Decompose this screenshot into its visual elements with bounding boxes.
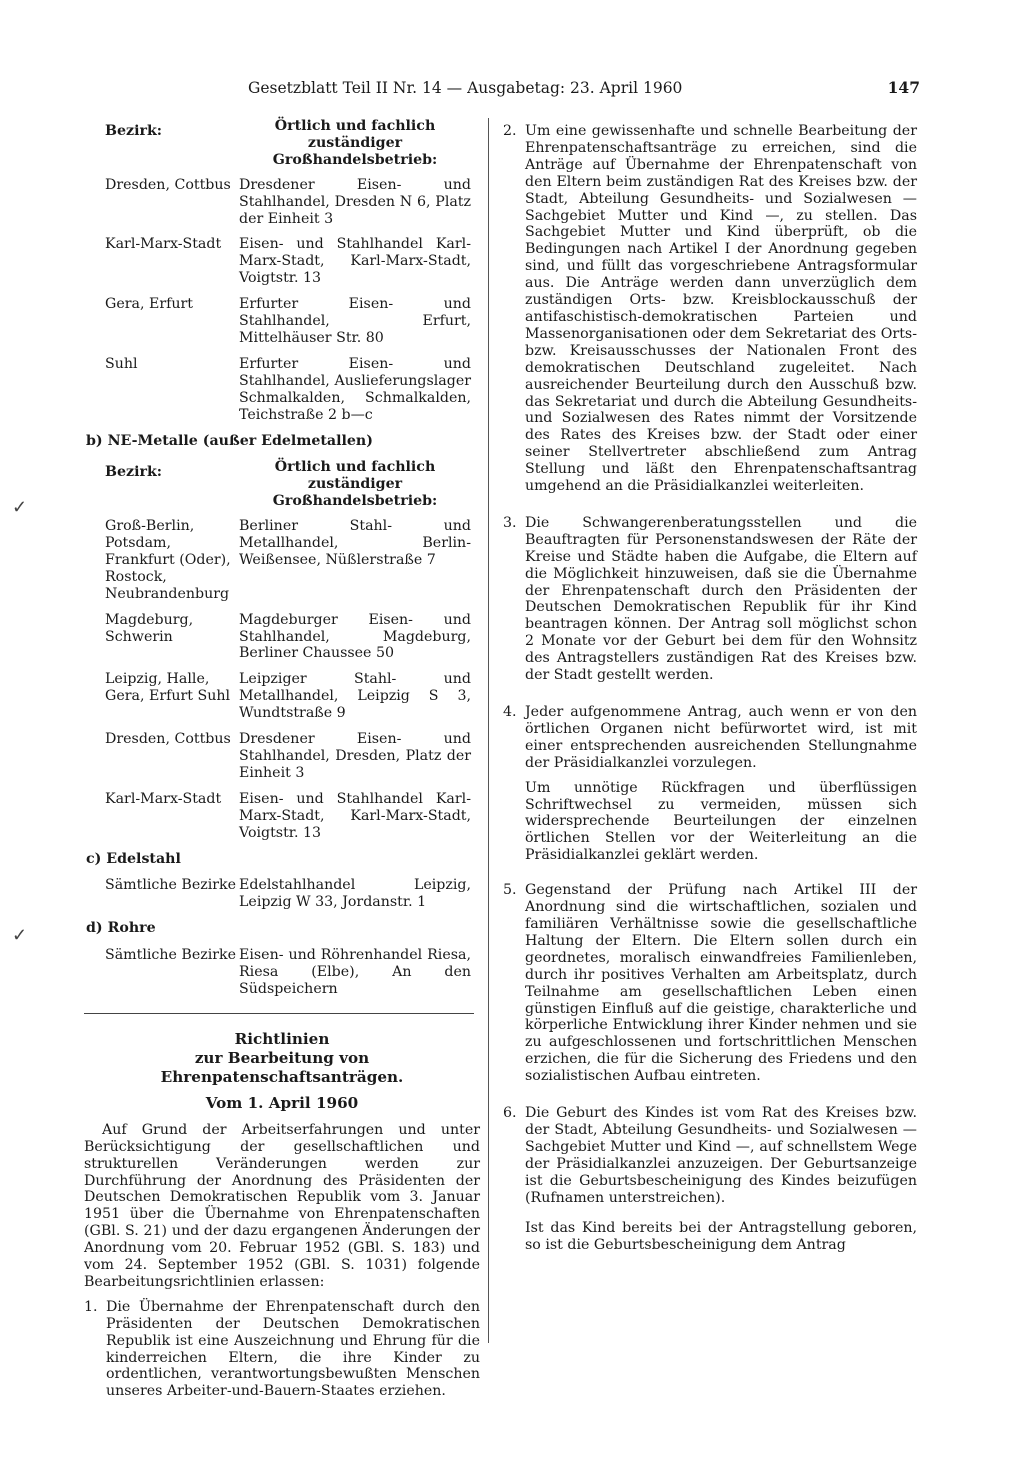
- margin-mark: ✓: [12, 497, 28, 518]
- table-header-bezirk: Bezirk:: [105, 464, 163, 481]
- item-text: Die Übernahme der Ehrenpatenschaft durch den Präsidenten der Deutschen Demokratischen Republik ist eine Auszeichnung und Ehrung für die kinderreichen Eltern, die ihre Kinder zu ordentlichen, verantwortungsbewußten Menschen unseres Arbeiter-und-Bauern-Staates erziehen.: [106, 1298, 480, 1400]
- betrieb-cell: Berliner Stahl- und Metallhandel, Berlin-Weißensee, Nüßlerstraße 7: [239, 518, 471, 568]
- item-number: 2.: [503, 123, 517, 139]
- margin-mark: ✓: [12, 925, 28, 946]
- section-heading-rohre: d) Rohre: [86, 920, 156, 937]
- list-item: [503, 1105, 917, 1206]
- bezirk-cell: Karl-Marx-Stadt: [105, 790, 222, 807]
- table-row: [84, 947, 480, 998]
- item-text: Die Geburt des Kindes ist vom Rat des Kreises bzw. der Stadt, Abteilung Gesundheits- und Sozialwesen — Sachgebiet Mutter und Kind —, auf schnellstem Wege der Präsidialkanzlei anzuzeigen. Der Geburtsanzeige ist die Geburtsbescheinigung des Kindes beizufügen (Rufnamen unterstreichen).: [525, 1105, 917, 1206]
- table-header-bezirk: Bezirk:: [105, 123, 163, 139]
- item-number: 1.: [84, 1298, 98, 1315]
- page-number: 147: [887, 78, 920, 97]
- betrieb-cell: Erfurter Eisen- und Stahlhandel, Erfurt, Mittelhäuser Str. 80: [239, 296, 471, 346]
- bezirk-cell: Leipzig, Halle, Gera, Erfurt Suhl: [105, 671, 231, 705]
- bezirk-cell: Sämtliche Bezirke: [105, 877, 237, 894]
- header-title: Gesetzblatt Teil II Nr. 14 — Ausgabetag: 23. April 1960: [248, 79, 683, 97]
- section-divider: [84, 1013, 474, 1014]
- richtlinien-subtitle: zur Bearbeitung von Ehrenpatenschaftsanträgen.: [160, 1048, 404, 1086]
- item-number: 3.: [503, 514, 517, 531]
- bezirk-cell: Suhl: [105, 355, 138, 372]
- item-number: 5.: [503, 882, 517, 899]
- section-heading-ne-metalle: b) NE-Metalle (außer Edelmetallen): [86, 432, 373, 449]
- left-column: [84, 118, 480, 1410]
- betrieb-cell: Dresdener Eisen- und Stahlhandel, Dresden N 6, Platz der Einheit 3: [239, 176, 471, 227]
- bezirk-cell: Sämtliche Bezirke: [105, 947, 237, 964]
- table-row: [84, 791, 480, 842]
- table-row: [84, 296, 480, 347]
- item-text: Jeder aufgenommene Antrag, auch wenn er von den örtlichen Organen nicht befürwortet wird, ist mit einer entsprechenden ausreichenden Stellungnahme der Präsidialkanzlei vorzulegen.: [525, 704, 917, 771]
- column-divider: [488, 118, 489, 1343]
- table-header-betrieb: Örtlich und fachlich zuständiger Großhandelsbetrieb:: [272, 118, 438, 168]
- richtlinien-intro: Auf Grund der Arbeitserfahrungen und unter Berücksichtigung der gesellschaftlichen und strukturellen Veränderungen werden zur Durchführung der Anordnung des Präsidenten der Deutschen Demokratischen Republik vom 3. Januar 1951 über die Übernahme von Ehrenpatenschaften (GBl. S. 21) und der dazu ergangenen Änderungen der Anordnung vom 20. Februar 1952 (GBl. S. 183) und vom 24. September 1952 (GBl. S. 1031) folgende Bearbeitungsrichtlinien erlassen:: [84, 1121, 480, 1290]
- list-item: [503, 882, 917, 1085]
- table-row: [84, 177, 480, 228]
- bezirk-cell: Dresden, Cottbus: [105, 731, 231, 748]
- betrieb-cell: Leipziger Stahl- und Metallhandel, Leipzig S 3, Wundtstraße 9: [239, 671, 471, 722]
- bezirk-cell: Karl-Marx-Stadt: [105, 236, 222, 253]
- section-heading-edelstahl: c) Edelstahl: [86, 850, 181, 867]
- list-item: [84, 1299, 480, 1400]
- item-paragraph: Ist das Kind bereits bei der Antragstellung geboren, so ist die Geburtsbescheinigung dem Antrag: [525, 1220, 917, 1254]
- betrieb-cell: Erfurter Eisen- und Stahlhandel, Auslieferungslager Schmalkalden, Schmalkalden, Teichstraße 2 b—c: [239, 355, 471, 423]
- table-row: [84, 731, 480, 782]
- table-row: [84, 518, 480, 603]
- table-header: [84, 118, 480, 169]
- richtlinien-date: Vom 1. April 1960: [205, 1093, 359, 1112]
- item-text: Um eine gewissenhafte und schnelle Bearbeitung der Ehrenpatenschaftsanträge zu erreichen, sind die Anträge auf Übernahme der Ehrenpatenschaft von den Eltern beim zuständigen Rat des Kreises bzw. der Stadt, Abteilung Gesundheits- und Sozialwesen — Sachgebiet Mutter und Kind —, zu stellen. Das Sachgebiet Mutter und Kind überprüft, ob die Bedingungen nach Artikel I der Anordnung gegeben sind, und füllt das vorgeschriebene Antragsformular aus. Die Anträge werden dann unverzüglich dem zuständigen Orts- bzw. Kreisblockausschuß der antifaschistisch-demokratischen Parteien und Massenorganisationen oder dem Sekretariat des Orts- bzw. Kreisausschusses der Nationalen Front des demokratischen Deutschland zugeleitet. Nach ausreichender Beurteilung durch den Ausschuß bzw. das Sekretariat und durch die Abteilung Gesundheits- und Sozialwesen des Rates nimmt der Vorsitzende des Rates des Kreises bzw. der Stadt oder einer seiner Stellvertreter abschließend zum Antrag Stellung und läßt den Ehrenpatenschaftsantrag umgehend an die Präsidialkanzlei weiterleiten.: [525, 123, 917, 495]
- item-paragraph: Um unnötige Rückfragen und überflüssigen Schriftwechsel zu vermeiden, müssen sich widersprechende Beurteilungen der einzelnen örtlichen Stellen vor der Weiterleitung an die Präsidialkanzlei geklärt werden.: [525, 779, 917, 864]
- list-item: [503, 704, 917, 772]
- item-number: 4.: [503, 704, 517, 720]
- table-header: [84, 459, 480, 510]
- list-item: [503, 515, 917, 684]
- bezirk-cell: Dresden, Cottbus: [105, 176, 231, 193]
- bezirk-cell: Magdeburg, Schwerin: [105, 611, 194, 645]
- table-row: [84, 356, 480, 424]
- betrieb-cell: Eisen- und Stahlhandel Karl-Marx-Stadt, Karl-Marx-Stadt, Voigtstr. 13: [239, 236, 471, 287]
- list-item: [503, 123, 917, 495]
- bezirk-cell: Groß-Berlin, Potsdam, Frankfurt (Oder), Rostock, Neubrandenburg: [105, 518, 231, 602]
- betrieb-cell: Eisen- und Stahlhandel Karl-Marx-Stadt, Karl-Marx-Stadt, Voigtstr. 13: [239, 790, 471, 841]
- table-header-betrieb: Örtlich und fachlich zuständiger Großhandelsbetrieb:: [272, 459, 438, 510]
- table-row: [84, 877, 480, 911]
- item-text: Die Schwangerenberatungsstellen und die Beauftragten für Personenstandswesen der Räte der Kreise und Städte haben die Aufgabe, die Eltern auf die Möglichkeit hinzuweisen, daß sie die Übernahme der Ehrenpatenschaft durch den Präsidenten der Deutschen Demokratischen Republik für ihr Kind beantragen können. Der Antrag soll möglichst schon 2 Monate vor der Geburt bei dem für den Wohnsitz des Antragstellers zuständigen Rat des Kreises bzw. der Stadt gestellt werden.: [525, 514, 917, 684]
- table-row: [84, 671, 480, 722]
- betrieb-cell: Edelstahlhandel Leipzig, Leipzig W 33, Jordanstr. 1: [239, 877, 471, 911]
- betrieb-cell: Dresdener Eisen- und Stahlhandel, Dresden, Platz der Einheit 3: [239, 731, 471, 781]
- table-row: [84, 612, 480, 663]
- betrieb-cell: Eisen- und Röhrenhandel Riesa, Riesa (Elbe), An den Südspeichern: [239, 947, 471, 997]
- richtlinien-title: Richtlinien: [234, 1029, 330, 1048]
- right-column: [503, 123, 917, 1264]
- item-text: Gegenstand der Prüfung nach Artikel III der Anordnung sind die wirtschaftlichen, sozialen und familiären Verhältnisse sowie die gesellschaftliche Haltung der Eltern. Die Eltern sollen durch ein geordnetes, moralisch einwandfreies Familienleben, durch ihr positives Verhalten am Arbeitsplatz, durch Teilnahme am gesellschaftlichen Leben einen günstigen Einfluß auf die geistige, charakterliche und körperliche Entwicklung ihrer Kinder nehmen und sie zu aufgeschlossenen und fortschrittlichen Menschen erzichen, die für die Sicherung des Friedens und den sozialistischen Aufbau eintreten.: [525, 882, 917, 1085]
- bezirk-cell: Gera, Erfurt: [105, 296, 193, 313]
- item-number: 6.: [503, 1105, 517, 1122]
- betrieb-cell: Magdeburger Eisen- und Stahlhandel, Magdeburg, Berliner Chaussee 50: [239, 611, 471, 662]
- table-row: [84, 236, 480, 287]
